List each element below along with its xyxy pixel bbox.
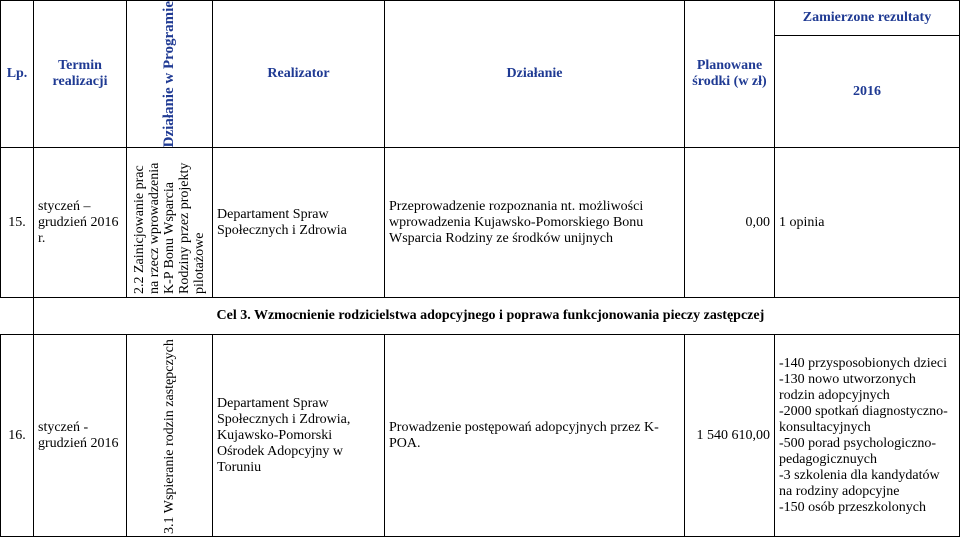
header-planowane: Planowane środki (w zł) [685, 1, 775, 148]
table-row [1, 148, 960, 298]
row-15-srodki: 0,00 [685, 148, 775, 298]
table-row [1, 335, 960, 537]
row-16-program [127, 335, 213, 537]
row-16-program-text: 3.1 Wspieranie rodzin zastępczych [162, 338, 177, 534]
row-15-dzialanie: Przeprowadzenie rozpoznania nt. możliwości wprowadzenia Kujawsko-Pomorskiego Bonu Wsparcia Rodziny ze środków unijnych [385, 148, 685, 298]
header-zamierzone: Zamierzone rezultaty [775, 1, 960, 36]
row-16-termin: styczeń - grudzień 2016 [34, 335, 127, 537]
row-15-realizator: Departament Spraw Społecznych i Zdrowia [213, 148, 385, 298]
row-15-rezultat: 1 opinia [775, 148, 960, 298]
header-dzialanie: Działanie [385, 1, 685, 148]
row-15-lp: 15. [1, 148, 34, 298]
row-16-realizator: Departament Spraw Społecznych i Zdrowia, Kujawsko-Pomorski Ośrodek Adopcyjny w Toruniu [213, 335, 385, 537]
header-lp: Lp. [1, 1, 34, 148]
header-termin: Termin realizacji [34, 1, 127, 148]
goal-heading: Cel 3. Wzmocnienie rodzicielstwa adopcyjnego i poprawa funkcjonowania pieczy zastępczej [213, 298, 960, 335]
header-year: 2016 [775, 35, 960, 148]
header-realizator: Realizator [213, 1, 385, 148]
row-15-program [127, 148, 213, 298]
row-16-lp: 16. [1, 335, 34, 537]
row-16-srodki: 1 540 610,00 [685, 335, 775, 537]
row-16-dzialanie: Prowadzenie postępowań adopcyjnych przez K-POA. [385, 335, 685, 537]
header-dzialanie-w-programie [127, 1, 213, 148]
row-15-termin: styczeń – grudzień 2016 r. [34, 148, 127, 298]
row-15-program-text: 2.2 Zainicjowanie prac na rzecz wprowadzenia K-P Bonu Wsparcia Rodziny przez projekty pilotażowe [132, 162, 207, 294]
row-16-rezultat: -140 przysposobionych dzieci -130 nowo utworzonych rodzin adopcyjnych -2000 spotkań diagnostyczno-konsultacyjnych -500 porad psychologiczno-pedagogicznuych -3 szkolenia dla kandydatów na rodziny adopcyjne -150 osób przeszkolonych [775, 335, 960, 537]
header-dzialanie-w-programie-text: Działanie w Programie [161, 1, 177, 148]
